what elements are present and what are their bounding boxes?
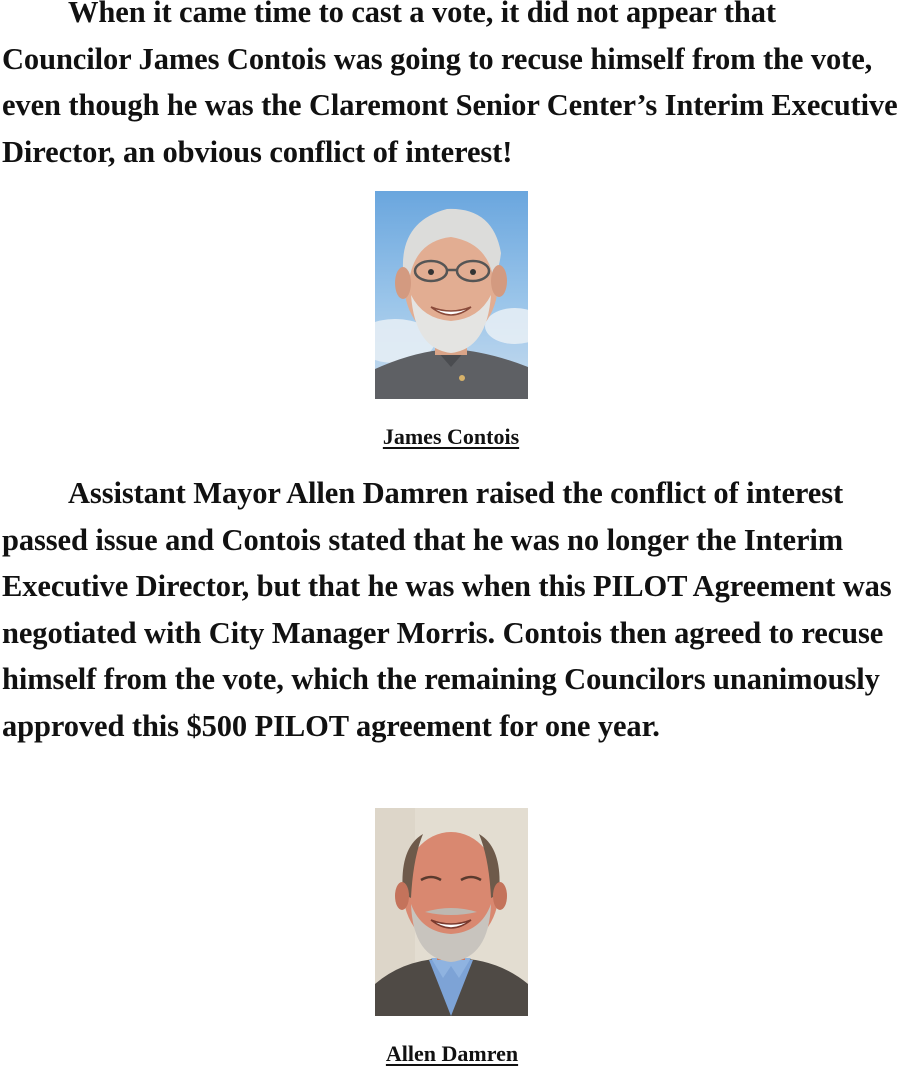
- photo-caption-james-contois: James Contois: [382, 424, 520, 449]
- paragraph-2: Assistant Mayor Allen Damren raised the conflict of interest passed issue and Contois stated that he was no longer the Interim Executive Director, but that he was when this PILOT Agreement was negotiated with City Manager Morris. Contois then agreed to recuse himself from the vote, which the remaining Councilors unanimously approved this $500 PILOT agreement for one year.: [2, 476, 892, 743]
- photo-caption-allen-damren: Allen Damren: [385, 1041, 519, 1066]
- portrait-photo-allen-damren: [375, 808, 528, 1016]
- paragraph-1: When it came time to cast a vote, it did not appear that Councilor James Contois was going to recuse himself from the vote, even though he was the Claremont Senior Center’s Interim Executive Director, an obvious conflict of interest!: [2, 0, 898, 169]
- portrait-photo-james-contois: [375, 191, 528, 399]
